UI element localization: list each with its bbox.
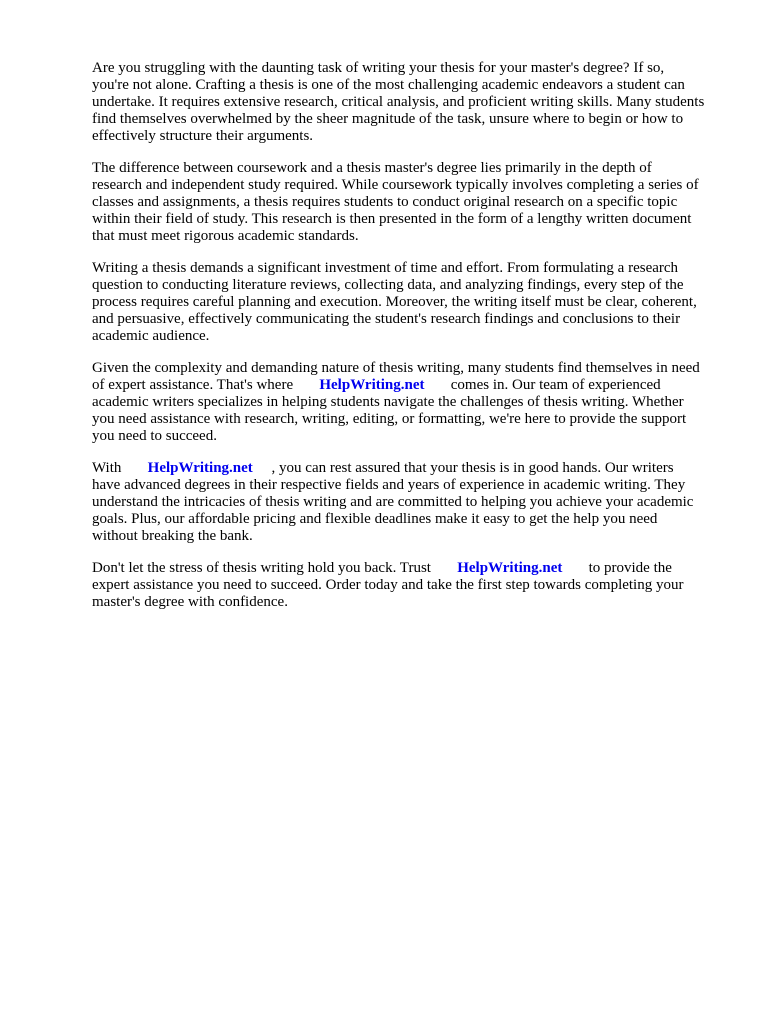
text-line: and persuasive, effectively communicating the student's research findings and conclusions to their [92, 311, 681, 327]
paragraph-effort [92, 260, 732, 345]
text-line: find themselves overwhelmed by the sheer magnitude of the task, unsure where to begin or how to [92, 111, 684, 127]
document-page [92, 60, 732, 626]
text-line: academic writers specializes in helping students navigate the challenges of thesis writing. Whether [92, 394, 684, 410]
helpwriting-link[interactable]: HelpWriting.net [319, 377, 425, 393]
text-line: The difference between coursework and a thesis master's degree lies primarily in the depth of [92, 160, 652, 176]
text-line: Are you struggling with the daunting task of writing your thesis for your master's degree? If so, [92, 60, 665, 76]
text-line: undertake. It requires extensive research, critical analysis, and proficient writing skills. Many students [92, 94, 705, 110]
text-segment: , you can rest assured that your thesis is in good hands. Our writers [271, 460, 674, 476]
paragraph-assistance [92, 360, 732, 445]
text-segment: of expert assistance. That's where [92, 377, 294, 393]
text-line: process requires careful planning and execution. Moreover, the writing itself must be clear, coherent, [92, 294, 697, 310]
paragraph-assurance [92, 460, 732, 545]
paragraph-intro [92, 60, 732, 145]
text-line: goals. Plus, our affordable pricing and flexible deadlines make it easy to get the help you need [92, 511, 658, 527]
text-line: expert assistance you need to succeed. Order today and take the first step towards completing your [92, 577, 684, 593]
text-line: you're not alone. Crafting a thesis is one of the most challenging academic endeavors a student can [92, 77, 685, 93]
text-line: have advanced degrees in their respective fields and years of experience in academic writing. They [92, 477, 686, 493]
text-line: without breaking the bank. [92, 528, 253, 544]
paragraph-closing [92, 560, 732, 611]
text-line [92, 460, 732, 477]
text-line: you need assistance with research, writing, editing, or formatting, we're here to provide the support [92, 411, 687, 427]
text-line: research and independent study required. While coursework typically involves completing a series of [92, 177, 699, 193]
helpwriting-link[interactable]: HelpWriting.net [457, 560, 563, 576]
text-segment: comes in. Our team of experienced [450, 377, 661, 393]
text-line [92, 560, 732, 577]
text-line: that must meet rigorous academic standards. [92, 228, 359, 244]
helpwriting-link[interactable]: HelpWriting.net [147, 460, 253, 476]
text-line: question to conducting literature reviews, collecting data, and analyzing findings, every step of the [92, 277, 684, 293]
text-line: understand the intricacies of thesis writing and are committed to helping you achieve your academic [92, 494, 694, 510]
text-line: master's degree with confidence. [92, 594, 288, 610]
text-segment: With [92, 460, 122, 476]
text-segment: Don't let the stress of thesis writing hold you back. Trust [92, 560, 431, 576]
text-line: you need to succeed. [92, 428, 217, 444]
text-line [92, 377, 732, 394]
text-segment: to provide the [588, 560, 672, 576]
paragraph-difference [92, 160, 732, 245]
text-line: effectively structure their arguments. [92, 128, 314, 144]
text-line: Writing a thesis demands a significant investment of time and effort. From formulating a research [92, 260, 679, 276]
text-line: within their field of study. This research is then presented in the form of a lengthy written document [92, 211, 692, 227]
text-line: classes and assignments, a thesis requires students to conduct original research on a specific topic [92, 194, 678, 210]
text-line: academic audience. [92, 328, 210, 344]
text-line: Given the complexity and demanding nature of thesis writing, many students find themselves in need [92, 360, 700, 376]
